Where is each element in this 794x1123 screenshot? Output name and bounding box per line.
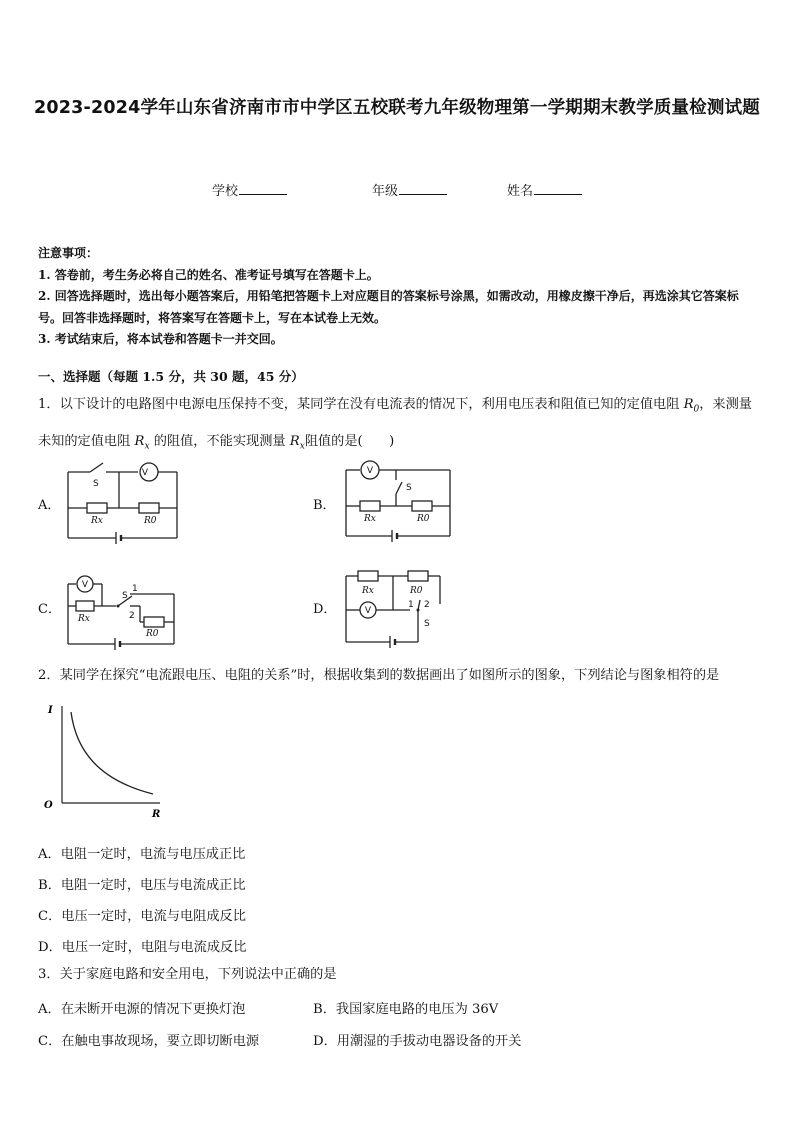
label-1: 1 <box>408 600 414 610</box>
label-s: S <box>122 591 128 601</box>
resistor-rx-icon <box>358 571 378 581</box>
resistor-r0-icon <box>408 571 428 581</box>
origin-label: O <box>44 800 53 811</box>
note-item-2: 2. 回答选择题时，选出每小题答案后，用铅笔把答题卡上对应题目的答案标号涂黑，如需改动，用橡皮擦干净后，再选涂其它答案标号。回答非选择题时，将答案写在答题卡上，写在本试卷上无效。 <box>38 289 739 325</box>
q3-option-c: C．在触电事故现场，要立即切断电源 <box>38 1034 260 1049</box>
label-s: S <box>406 483 412 493</box>
x-axis-label: R <box>152 809 161 820</box>
label-v: V <box>366 466 374 476</box>
label-r0: R0 <box>146 629 159 639</box>
resistor-r0-icon <box>412 501 432 511</box>
note-item-1: 1. 答卷前，考生务必将自己的姓名、准考证号填写在答题卡上。 <box>38 267 379 282</box>
resistor-r0-icon <box>139 503 159 513</box>
grade-blank <box>399 181 447 195</box>
label-rx: Rx <box>364 514 376 524</box>
q1-option-d: D． <box>313 602 337 617</box>
circuit-b-diagram <box>338 458 463 550</box>
note-item-3: 3. 考试结束后，将本试卷和答题卡一并交回。 <box>38 332 283 346</box>
question-3-text: 3．关于家庭电路和安全用电，下列说法中正确的是 <box>38 967 337 982</box>
grade-label: 年级 <box>372 184 399 199</box>
circuit-a-diagram <box>60 458 185 550</box>
q1-rx-symbol: $R_x$ <box>134 433 150 452</box>
q1-text-b: ，来测量未知的定值电阻 <box>38 397 752 449</box>
q1-option-a: A． <box>38 498 61 513</box>
q1-text-a: 1．以下设计的电路图中电源电压保持不变，某同学在没有电流表的情况下，利用电压表和阻值已知的定值电阻 <box>38 397 684 412</box>
q2-option-d: D．电压一定时，电阻与电流成反比 <box>38 940 247 955</box>
school-label: 学校 <box>212 184 239 199</box>
q1-r0-symbol: $R_0$ <box>683 397 700 415</box>
y-axis-label: I <box>48 705 53 716</box>
label-v: V <box>364 606 372 616</box>
q3-option-d: D．用潮湿的手拔动电器设备的开关 <box>313 1034 522 1049</box>
section-title: 一、选择题（每题 1.5 分，共 30 题，45 分） <box>38 369 304 384</box>
question-2-text: 2．某同学在探究“电流跟电压、电阻的关系”时，根据收集到的数据画出了如图所示的图象，下列结论与图象相符的是 <box>38 668 720 683</box>
label-rx: Rx <box>362 586 374 596</box>
q2-option-a: A．电阻一定时，电流与电压成正比 <box>38 847 246 862</box>
name-label: 姓名 <box>507 184 534 199</box>
label-1: 1 <box>132 584 138 594</box>
circuit-d-diagram <box>338 566 463 648</box>
school-field <box>212 180 287 199</box>
name-blank <box>534 181 582 195</box>
q3-option-a: A．在未断开电源的情况下更换灯泡 <box>38 1002 246 1017</box>
label-rx: Rx <box>78 614 90 624</box>
label-r0: R0 <box>144 516 157 526</box>
label-r0: R0 <box>410 586 423 596</box>
label-r0: R0 <box>417 514 430 524</box>
resistor-r0-icon <box>144 617 164 627</box>
resistor-rx-icon <box>360 501 380 511</box>
label-2: 2 <box>424 600 430 610</box>
page-title: 2023-2024学年山东省济南市市中学区五校联考九年级物理第一学期期末教学质量检测试题 <box>34 98 760 118</box>
notes-heading: 注意事项： <box>38 246 99 260</box>
label-s: S <box>93 479 99 489</box>
circuit-c-diagram <box>60 572 185 654</box>
question-1-text <box>38 389 760 462</box>
q2-option-b: B．电阻一定时，电压与电流成正比 <box>38 878 246 893</box>
q1-rx-symbol-2: $R_x$ <box>289 433 305 452</box>
grade-field <box>372 180 447 199</box>
resistor-rx-icon <box>76 601 94 611</box>
q1-option-b: B． <box>313 498 336 513</box>
q2-option-c: C．电压一定时，电流与电阻成反比 <box>38 909 246 924</box>
q2-graph <box>38 700 168 822</box>
notes-block <box>38 243 760 351</box>
label-2: 2 <box>129 611 135 621</box>
q1-text-d: 阻值的是( ) <box>304 433 395 449</box>
label-rx: Rx <box>91 516 103 526</box>
name-field <box>507 180 582 199</box>
q1-text-c: 的阻值，不能实现测量 <box>149 433 290 449</box>
school-blank <box>239 181 287 195</box>
inverse-curve <box>71 712 153 794</box>
switch-icon <box>396 482 402 494</box>
q3-option-b: B．我国家庭电路的电压为 36V <box>313 1002 499 1017</box>
q1-option-c: C． <box>38 602 61 617</box>
label-v: V <box>81 580 89 590</box>
label-s: S <box>424 619 430 629</box>
resistor-rx-icon <box>87 503 107 513</box>
label-v: V <box>141 468 149 478</box>
